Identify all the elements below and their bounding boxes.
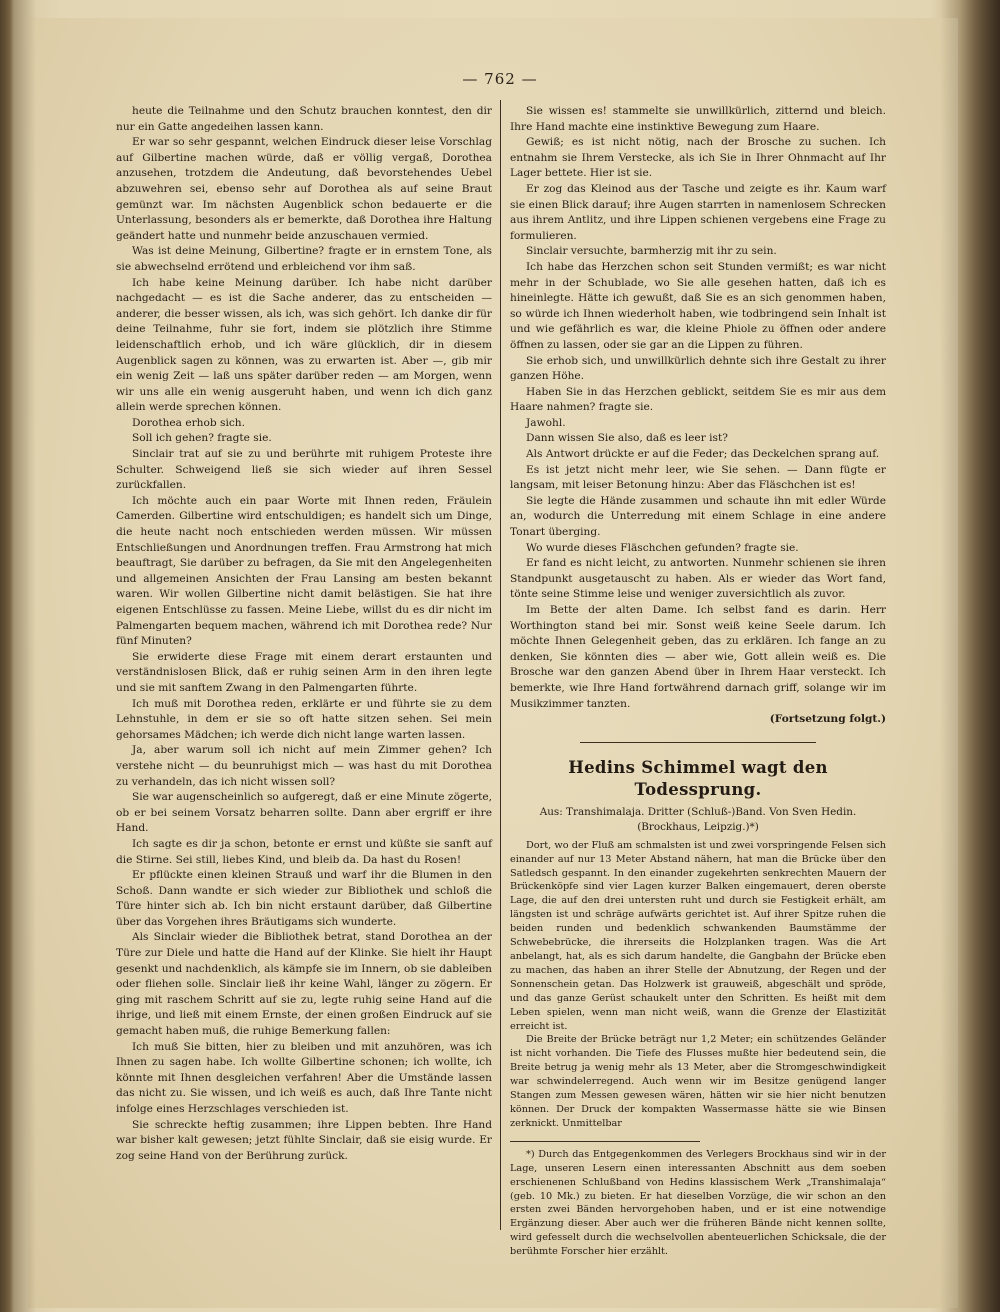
paragraph: Gewiß; es ist nicht nötig, nach der Brosche zu suchen. Ich entnahm sie Ihrem Verstecke, als ich Sie in Ihrer Ohnmacht auf Ihr Lager bettete. Hier ist sie. — [510, 136, 886, 180]
article-body — [510, 839, 886, 1131]
paragraph: Ich muß mit Dorothea reden, erklärte er und führte sie zu dem Lehnstuhle, in dem er sie so oft hatte sitzen sehen. Sei mein gehorsames Mädchen; ich werde dich nicht lange warten lassen. — [116, 697, 492, 741]
paragraph: Ich sagte es dir ja schon, betonte er ernst und küßte sie sanft auf die Stirne. Sei still, liebes Kind, und bleib da. Da hast du Rosen! — [116, 837, 492, 866]
paragraph: Ja, aber warum soll ich nicht auf mein Zimmer gehen? Ich verstehe nicht — du beunruhigst mich — was hast du mit Dorothea zu verhandeln, das ich nicht wissen soll? — [116, 744, 492, 788]
continuation-note: (Fortsetzung folgt.) — [769, 713, 886, 726]
paragraph: Ich möchte auch ein paar Worte mit Ihnen reden, Fräulein Camerden. Gilbertine wird entschuldigen; es handelt sich um Dinge, die heute nacht noch entschieden werden müssen. Wir müssen Entschließungen und Anordnungen treffen. Frau Armstrong hat mich beauftragt, Sie darüber zu befragen, da Sie mit den Angelegenheiten und allgemeinen Ansichten der Frau Lansing am besten bekannt waren. Wir wollen Gilbertine nicht damit belästigen. Sie hat ihre eigenen Entschlüsse zu fassen. Meine Liebe, willst du es dir nicht im Palmengarten bequem machen, während ich mit Dorothea rede? Nur fünf Minuten? — [116, 494, 492, 648]
paragraph: Die Breite der Brücke beträgt nur 1,2 Meter; ein schützendes Geländer ist nicht vorhanden. Die Tiefe des Flusses mußte hier bedeutend sein, die Breite betrug ja wenig mehr als 13 Meter, aber die Stromgeschwindigkeit war schwindelerregend. Auch wenn wir im Besitze genügend langer Stangen zum Messen gewesen wären, hätten wir sie hier nicht benutzen können. Der Druck der kompakten Wassermasse hätte sie wie Binsen zerknickt. Unmittelbar — [510, 1034, 886, 1129]
paragraph: Haben Sie in das Herzchen geblickt, seitdem Sie es mir aus dem Haare nahmen? fragte sie. — [510, 385, 886, 414]
paragraph: Sinclair trat auf sie zu und berührte mit ruhigem Proteste ihre Schulter. Schweigend ließ sie sich wieder auf ihren Sessel zurückfallen. — [116, 448, 492, 492]
paragraph: Er zog das Kleinod aus der Tasche und zeigte es ihr. Kaum warf sie einen Blick darauf; ihre Augen starrten in namenlosem Schrecken aus ihrem Antlitz, und ihre Lippen schienen vergebens eine Frage zu formulieren. — [510, 182, 886, 242]
paragraph: Sie erhob sich, und unwillkürlich dehnte sich ihre Gestalt zu ihrer ganzen Höhe. — [510, 354, 886, 383]
right-column — [510, 104, 886, 1259]
paragraph: Was ist deine Meinung, Gilbertine? fragte er in ernstem Tone, als sie abwechselnd errötend und erbleichend vor ihm saß. — [116, 245, 492, 273]
paragraph: Dorothea erhob sich. — [132, 416, 245, 429]
footnote-text: *) Durch das Entgegenkommen des Verlegers Brockhaus sind wir in der Lage, unseren Lesern einen interessanten Abschnitt aus dem soeben erschienenen Schlußband von Hedins klassischem Werk „Transhimalaja“ (geb. 10 Mk.) zu bieten. Er hat dieselben Vorzüge, die wir schon an den ersten zwei Bänden hervorgehoben haben, und er ist eine notwendige Ergänzung dieser. Aber auch wer die früheren Bände nicht kennen sollte, wird gefesselt durch die wechselvollen abenteuerlichen Schicksale, die der berühmte Forscher hier erzählt. — [510, 1148, 886, 1258]
footnote-rule — [510, 1141, 700, 1142]
paragraph: Im Bette der alten Dame. Ich selbst fand es darin. Herr Worthington stand bei mir. Sonst weiß keine Seele darum. Ich möchte Ihnen Gelegenheit geben, das zu erklären. Ich fange an zu denken, Sie könnten dies — aber wie, Gott allein weiß es. Die Brosche war den ganzen Abend über in Ihrem Haar versteckt. Ich bemerkte, wie Ihre Hand fortwährend darnach griff, solange wir im Musikzimmer tanzten. — [510, 604, 886, 710]
paragraph: Er fand es nicht leicht, zu antworten. Nunmehr schienen sie ihren Standpunkt ausgetauscht zu haben. Als er wieder das Wort fand, tönte seine Stimme leise und weniger zuversichtlich als zuvor. — [510, 557, 886, 601]
column-divider — [500, 100, 501, 1230]
page-number: — 762 — — [462, 70, 538, 88]
paragraph: Dann wissen Sie also, daß es leer ist? — [526, 432, 728, 445]
paragraph: Er war so sehr gespannt, welchen Eindruck dieser leise Vorschlag auf Gilbertine machen würde, daß er völlig vergaß, Dorothea anzusehen, trotzdem die Andeutung, daß bevorstehendes Uebel abzuwehren sei, ebenso sehr auf Dorothea als auf seine Braut gemünzt war. Im nächsten Augenblick schon bedauerte er die Unterlassung, besonders als er bemerkte, daß Dorothea ihre Haltung geändert hatte und nunmehr beide anzuschauen vermied. — [116, 136, 492, 242]
paragraph: Als Sinclair wieder die Bibliothek betrat, stand Dorothea an der Türe zur Diele und hatte die Hand auf der Klinke. Sie hielt ihr Haupt gesenkt und nachdenklich, als kämpfe sie im Innern, ob sie dableiben oder fliehen solle. Sinclair ließ ihr keine Wahl, länger zu zögern. Er ging mit raschem Schritt auf sie zu, legte ruhig seine Hand auf die ihrige, und ließ mit einem Ernste, der einen großen Eindruck auf sie gemacht haben muß, die ruhige Bemerkung fallen: — [116, 931, 492, 1038]
paragraph: Soll ich gehen? fragte sie. — [132, 432, 272, 445]
paragraph: Dort, wo der Fluß am schmalsten ist und zwei vorspringende Felsen sich einander auf nur 13 Meter Abstand nähern, hat man die Brücke über den Satledsch gespannt. In den einander zugekehrten senkrechten Mauern der Brückenköpfe sind vier Lagen kurzer Balken eingemauert, deren oberste Lage, die auf den drei untersten ruht und durch sie Festigkeit erhält, am längsten ist und schräge aufwärts gerichtet ist. Auf ihrer Spitze ruhen die beiden runden und bedenklich schwankenden Baumstämme der Schwebebrücke, die ihrerseits die Holzplanken tragen. Was die Art anbelangt, hat, als es sich darum handelte, die Gangbahn der Brücke eben zu machen, das haben an ihrer Stelle der Abnutzung, der Regen und der Sonnenschein getan. Das Holzwerk ist grauweiß, abgeschält und spröde, und das ganze Gerüst schaukelt unter den Schritten. Es heißt mit dem Leben spielen, wenn man nicht weiß, wann die Grenze der Elastizität erreicht ist. — [510, 839, 886, 1032]
footnote — [510, 1148, 886, 1259]
paragraph: Sie wissen es! stammelte sie unwillkürlich, zitternd und bleich. Ihre Hand machte eine instinktive Bewegung zum Haare. — [510, 105, 886, 133]
paragraph: Jawohl. — [526, 416, 566, 429]
paragraph: Er pflückte einen kleinen Strauß und warf ihr die Blumen in den Schoß. Dann wandte er sich wieder zur Bibliothek und schloß die Türe hinter sich ab. Ich bin nicht erstaunt darüber, daß Gilbertine über das Vorgehen ihres Bräutigams sich wunderte. — [116, 869, 492, 928]
paragraph: Wo wurde dieses Fläschchen gefunden? fragte sie. — [526, 541, 799, 554]
paragraph: Sinclair versuchte, barmherzig mit ihr zu sein. — [526, 245, 777, 258]
paragraph: Ich habe das Herzchen schon seit Stunden vermißt; es war nicht mehr in der Schublade, wo Sie alle gesehen hatten, daß ich es hineinlegte. Hätte ich gewußt, daß Sie es an sich genommen haben, so würde ich Ihnen wiederholt haben, wie todbringend sein Inhalt ist und wie gefährlich es war, die kleine Phiole zu öffnen oder andere öffnen zu lassen, oder sie gar an die Lippen zu führen. — [510, 260, 886, 351]
article-title: Hedins Schimmel wagt den Todessprung. — [568, 757, 828, 799]
paragraph: Sie schreckte heftig zusammen; ihre Lippen bebten. Ihre Hand war bisher kalt gewesen; jetzt fühlte Sinclair, daß sie eisig wurde. Er zog seine Hand von der Berührung zurück. — [116, 1118, 492, 1162]
binding-shadow — [0, 0, 36, 1312]
paragraph: Ich habe keine Meinung darüber. Ich habe nicht darüber nachgedacht — es ist die Sache anderer, das zu entscheiden — anderer, die besser wissen, als ich, was sich gehört. Ich danke dir für deine Teilnahme, fuhr sie fort, indem sie plötzlich ihre Stimme leidenschaftlich erhob, und ich wäre glücklich, dir in diesem Augenblick sagen zu können, was zu erwarten ist. Aber —, gib mir ein wenig Zeit — laß uns später darüber reden — am Morgen, wenn wir uns alle ein wenig ausgeruht haben, und wenn ich dich ganz allein werde sprechen können. — [116, 276, 492, 414]
paragraph: Es ist jetzt nicht mehr leer, wie Sie sehen. — Dann fügte er langsam, mit leiser Betonung hinzu: Aber das Fläschchen ist es! — [510, 463, 886, 492]
section-rule — [580, 742, 816, 743]
article-publisher: (Brockhaus, Leipzig.)*) — [637, 820, 759, 833]
edge-shadow — [940, 0, 1000, 1312]
paragraph: Sie legte die Hände zusammen und schaute ihn mit edler Würde an, wodurch die Unterredung mit einem Schlage in eine andere Tonart überging. — [510, 494, 886, 539]
article-subtitle: Aus: Transhimalaja. Dritter (Schluß-)Band. Von Sven Hedin. — [539, 805, 857, 818]
paragraph: heute die Teilnahme und den Schutz brauchen konntest, den dir nur ein Gatte angedeihen lassen kann. — [116, 105, 492, 133]
paragraph: Sie war augenscheinlich so aufgeregt, daß er eine Minute zögerte, ob er bei seinem Vorsatz beharren sollte. Dann aber ergriff er ihre Hand. — [116, 791, 492, 835]
paragraph: Ich muß Sie bitten, hier zu bleiben und mit anzuhören, was ich Ihnen zu sagen habe. Ich wollte Gilbertine schonen; ich wollte, ich könnte mit Ihnen desgleichen verfahren! Aber die Umstände lassen das nicht zu. Sie wissen, und ich weiß es auch, daß Ihre Tante nicht infolge eines Herzschlages verschieden ist. — [116, 1040, 492, 1115]
paragraph: Sie erwiderte diese Frage mit einem derart erstaunten und verständnislosen Blick, daß er ruhig seinen Arm in den ihren legte und sie mit sanftem Zwang in den Palmengarten führte. — [116, 650, 492, 694]
left-column — [116, 104, 492, 1164]
paragraph: Als Antwort drückte er auf die Feder; das Deckelchen sprang auf. — [526, 448, 880, 461]
